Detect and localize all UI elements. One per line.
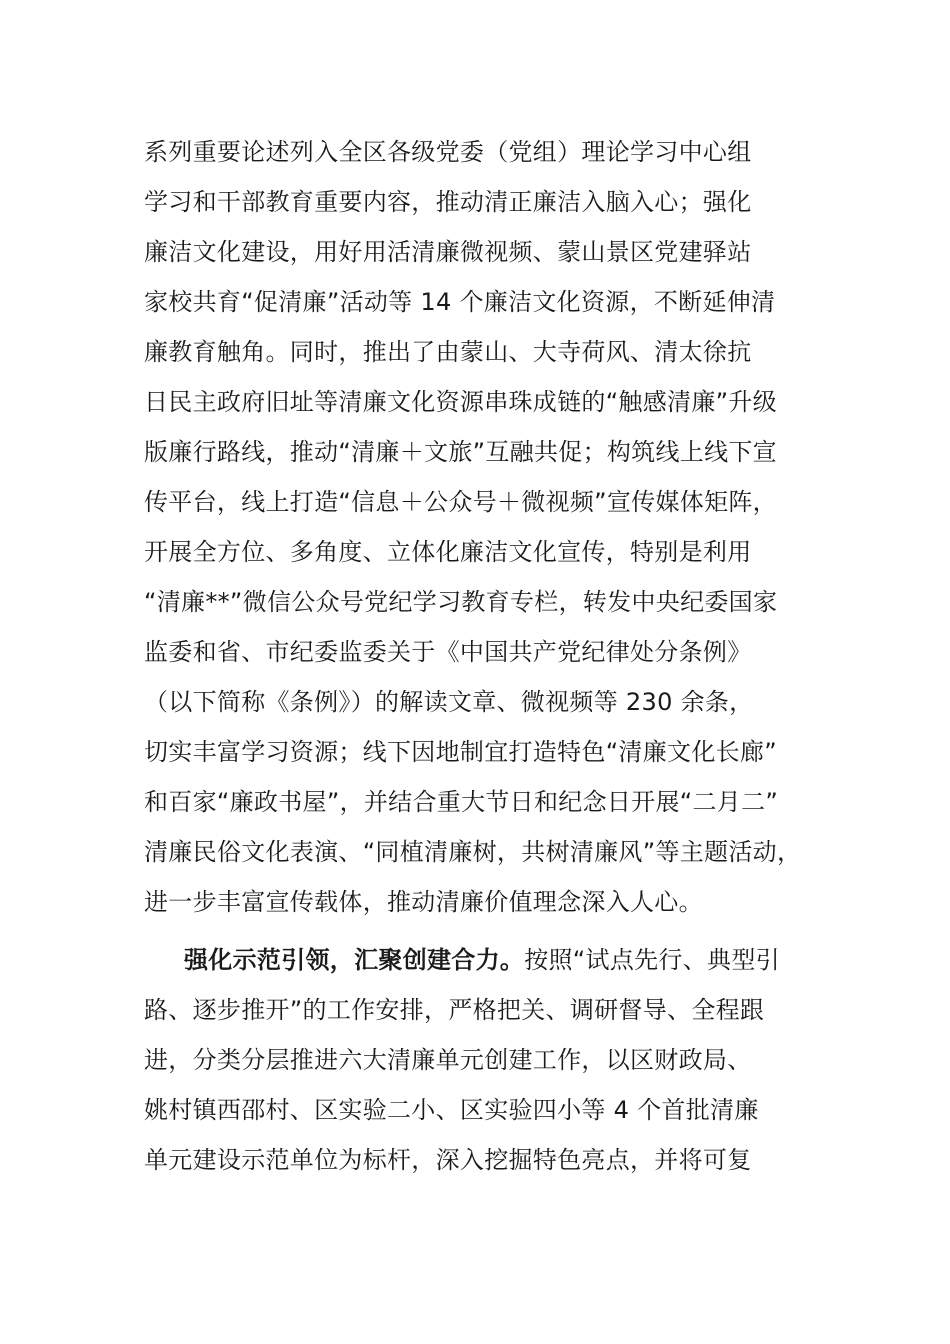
- paragraph-line: 传平台，线上打造“信息＋公众号＋微视频”宣传媒体矩阵，: [144, 488, 777, 516]
- paragraph-line: 廉洁文化建设，用好用活清廉微视频、蒙山景区党建驿站: [144, 238, 752, 266]
- paragraph-line: 版廉行路线，推动“清廉＋文旅”互融共促；构筑线上线下宣: [144, 438, 777, 466]
- paragraph-line: 单元建设示范单位为标杆，深入挖掘特色亮点，并将可复: [144, 1146, 752, 1174]
- paragraph-line: 清廉民俗文化表演、“同植清廉树，共树清廉风”等主题活动，: [144, 838, 802, 866]
- paragraph-line: 系列重要论述列入全区各级党委（党组）理论学习中心组: [144, 138, 752, 166]
- paragraph-heading: 强化示范引领，汇聚创建合力。: [184, 946, 525, 974]
- paragraph-line: 廉教育触角。同时，推出了由蒙山、大寺荷风、清太徐抗: [144, 338, 752, 366]
- paragraph-line: 切实丰富学习资源；线下因地制宜打造特色“清廉文化长廊”: [144, 738, 777, 766]
- paragraph-line: “清廉**”微信公众号党纪学习教育专栏，转发中央纪委国家: [144, 588, 778, 616]
- paragraph-line: 路、逐步推开”的工作安排，严格把关、调研督导、全程跟: [144, 996, 765, 1024]
- paragraph-line: （以下简称《条例》）的解读文章、微视频等 230 余条，: [144, 688, 754, 716]
- paragraph-line: 开展全方位、多角度、立体化廉洁文化宣传，特别是利用: [144, 538, 752, 566]
- paragraph-line: 日民主政府旧址等清廉文化资源串珠成链的“触感清廉”升级: [144, 388, 777, 416]
- paragraph-line: 和百家“廉政书屋”，并结合重大节日和纪念日开展“二月二”: [144, 788, 779, 816]
- paragraph-first-line-text: 按照“试点先行、典型引: [524, 946, 780, 974]
- paragraph-line: 学习和干部教育重要内容，推动清正廉洁入脑入心；强化: [144, 188, 752, 216]
- paragraph-first-line: [184, 935, 780, 985]
- paragraph-line: 进一步丰富宣传载体，推动清廉价值理念深入人心。: [144, 888, 703, 916]
- paragraph-line: 监委和省、市纪委监委关于《中国共产党纪律处分条例》: [144, 638, 752, 666]
- paragraph-line: 家校共育“促清廉”活动等 14 个廉洁文化资源，不断延伸清: [144, 288, 776, 316]
- paragraph-line: 进，分类分层推进六大清廉单元创建工作，以区财政局、: [144, 1046, 752, 1074]
- paragraph-line: 姚村镇西邵村、区实验二小、区实验四小等 4 个首批清廉: [144, 1096, 759, 1124]
